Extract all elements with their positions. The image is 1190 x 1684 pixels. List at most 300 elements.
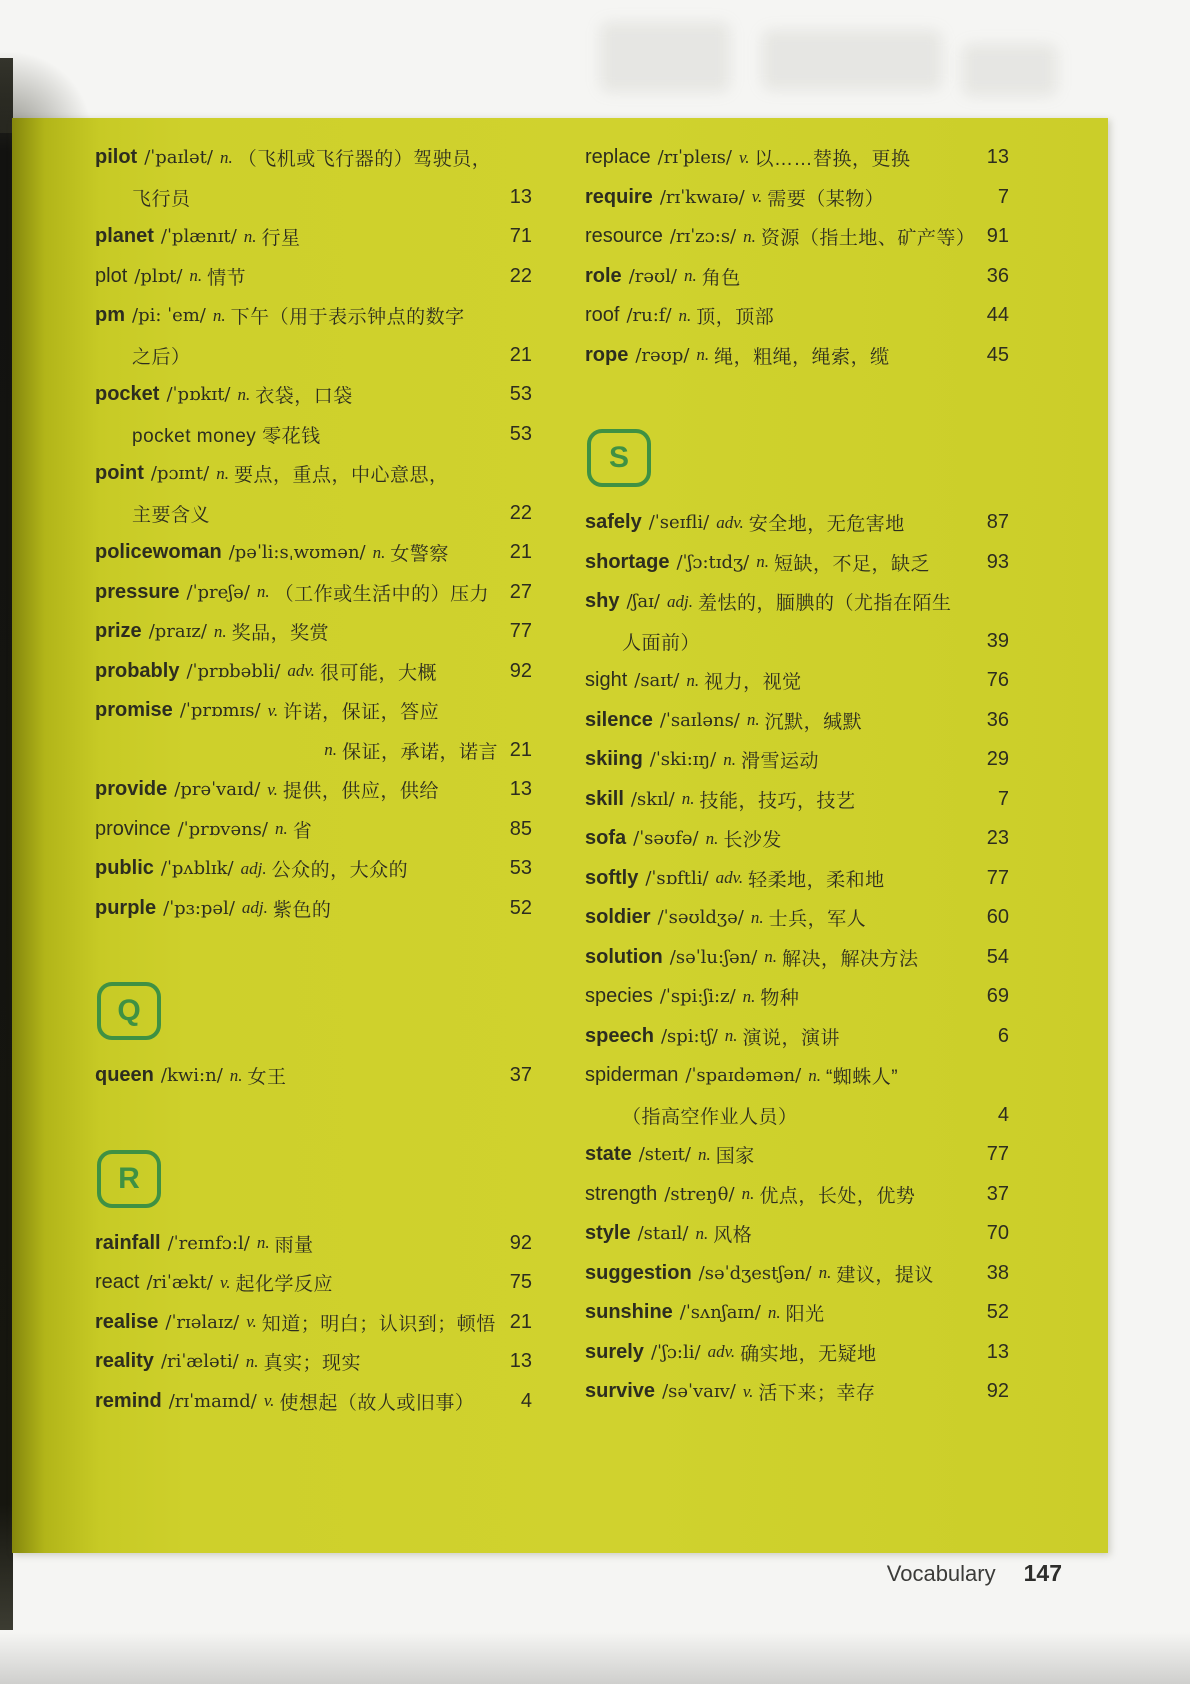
page-ref: 37 [509,1064,532,1087]
part-of-speech: n. [681,789,695,809]
entry-line [95,375,532,415]
phonetic: /ˈsɒftli/ [645,867,709,889]
page-ref: 52 [509,896,532,919]
headword: style [585,1222,631,1245]
entry-line [585,661,1009,701]
definition: 建议，提议 [836,1264,934,1286]
headword: shy [585,590,620,613]
phonetic: /riˈækt/ [146,1272,213,1294]
vocab-entry-reality [95,1342,532,1382]
part-of-speech: n. [324,740,337,760]
headword: point [95,462,144,485]
headword: suggestion [585,1261,692,1284]
definition: “蜘蛛人” [825,1067,899,1089]
vocab-entry-pm [95,296,532,375]
definition: 沉默，缄默 [764,711,863,733]
phonetic: /rəʊp/ [635,344,690,366]
definition-continued: 之后） [132,346,191,368]
section-badge-q [97,982,161,1040]
vocab-entry-solution [585,938,1009,978]
page-ref: 92 [509,1231,532,1254]
definition-continued: 保证，承诺，诺言 [341,741,498,763]
part-of-speech: n. [256,582,270,602]
page-ref: 45 [986,343,1009,366]
headword: react [95,1271,140,1294]
page-ref: 13 [509,778,532,801]
part-of-speech: n. [750,907,764,927]
vocab-entry-roof [585,296,1009,336]
page-ref: 4 [520,1389,532,1412]
phonetic: /saɪt/ [634,670,680,692]
headword: silence [585,708,653,731]
entry-line [95,691,532,731]
part-of-speech: v. [267,700,279,720]
definition: 要点，重点，中心意思， [233,465,449,487]
part-of-speech: adv. [716,512,744,532]
part-of-speech: n. [808,1065,821,1085]
entry-continuation-line [95,494,532,534]
entry-line [585,296,1009,336]
definition: 绳，粗绳，绳索，缆 [714,346,890,368]
part-of-speech: v. [738,147,750,167]
headword: rope [585,343,629,366]
phonetic: /ʃaɪ/ [626,591,660,613]
headword: soldier [585,906,651,929]
vocab-entry-remind [95,1382,532,1422]
part-of-speech: n. [678,305,692,325]
entry-line [95,1382,532,1422]
entry-line [95,217,532,257]
subentry-text: pocket money 零花钱 [132,425,321,447]
page-ref: 53 [509,857,532,880]
headword: sight [585,669,628,692]
part-of-speech: n. [216,463,229,483]
page-bleedthrough-mark [762,30,942,90]
vocab-entry-style [585,1214,1009,1254]
phonetic: /pi: ˈem/ [132,305,206,327]
vocab-entry-require [585,178,1009,218]
page-ref: 76 [986,669,1009,692]
page-ref: 21 [509,738,532,761]
definition: 紫色的 [272,899,332,921]
headword: replace [585,146,651,169]
definition: 演说，演讲 [742,1027,841,1049]
page-ref: 21 [509,343,532,366]
definition: 解决，解决方法 [782,948,919,970]
phonetic: /rɪˈpleɪs/ [657,147,732,169]
page-ref: 91 [986,225,1009,248]
entry-line [95,652,532,692]
definition: 顶，顶部 [696,307,775,329]
definition: 衣袋，口袋 [255,386,353,408]
part-of-speech: n. [189,266,203,286]
page-ref: 37 [986,1182,1009,1205]
headword: skiing [585,748,643,771]
headword: surely [585,1340,644,1363]
phonetic: /ˈpʌblɪk/ [160,858,234,880]
definition: 阳光 [785,1304,825,1326]
part-of-speech: v. [267,779,278,799]
page-ref: 77 [986,1143,1009,1166]
page-ref: 7 [997,787,1009,810]
headword: speech [585,1024,654,1047]
vocab-entry-soldier [585,898,1009,938]
phonetic: /ˈprɒmɪs/ [179,700,261,722]
part-of-speech: n. [695,1223,709,1243]
definition: 确实地，无疑地 [740,1343,877,1365]
left-column [95,138,532,1421]
vocab-entry-silence [585,701,1009,741]
entry-line [585,582,1009,622]
entry-line [95,889,532,929]
phonetic: /ˈspi:ʃi:z/ [659,986,736,1008]
headword: survive [585,1380,656,1403]
vocab-entry-state [585,1135,1009,1175]
page-ref: 13 [509,1350,532,1373]
page-ref: 69 [986,985,1009,1008]
vocab-entry-surely [585,1333,1009,1373]
part-of-speech: n. [219,147,233,167]
entry-line [95,1342,532,1382]
headword: queen [95,1064,154,1087]
phonetic: /ˈsʌnʃaɪn/ [679,1302,761,1324]
entry-line [585,701,1009,741]
phonetic: /ˈseɪfli/ [648,512,710,534]
vocab-entry-survive [585,1372,1009,1412]
definition: 知道；明白；认识到；顿悟 [261,1313,496,1335]
headword: solution [585,945,663,968]
entry-line [95,138,532,178]
page-ref: 27 [509,580,532,603]
vocab-entry-strength [585,1175,1009,1215]
vocab-entry-role [585,257,1009,297]
definition: 下午（用于表示钟点的数字 [230,307,465,329]
entry-line [95,1224,532,1264]
definition: （工作或生活中的）压力 [274,583,490,605]
definition: 长沙发 [723,830,782,852]
phonetic: /pɔɪnt/ [150,463,210,485]
definition-continued: 人面前） [622,632,701,654]
vocab-entry-safely [585,503,1009,543]
page-bleedthrough-mark [600,22,730,92]
part-of-speech: n. [256,1233,270,1253]
definition: 女警察 [390,544,449,566]
headword: resource [585,225,663,248]
part-of-speech: n. [724,1026,738,1046]
phonetic: /səˈlu:ʃən/ [669,946,758,968]
headword: safely [585,511,642,534]
page-ref: 60 [986,906,1009,929]
headword: sofa [585,827,627,850]
part-of-speech: v. [219,1272,231,1292]
headword: strength [585,1182,658,1205]
phonetic: /riˈæləti/ [160,1351,239,1373]
entry-line [585,1135,1009,1175]
phonetic: /steɪt/ [638,1144,691,1166]
headword: reality [95,1350,154,1373]
entry-line [585,1056,1009,1096]
entry-continuation-line [585,1096,1009,1136]
vocab-entry-shy [585,582,1009,661]
definition: 雨量 [274,1234,314,1256]
headword: shortage [585,550,670,573]
definition: 活下来；幸存 [758,1383,876,1405]
headword: purple [95,896,157,919]
vocab-subentry [95,415,532,455]
part-of-speech: n. [245,1351,259,1371]
phonetic: /ˈski:ɪŋ/ [649,749,717,771]
vocab-entry-sofa [585,819,1009,859]
part-of-speech: n. [372,542,386,562]
part-of-speech: n. [705,828,719,848]
definition: 安全地，无危害地 [748,514,905,536]
entry-line [95,296,532,336]
definition: 行星 [261,228,301,250]
vocab-entry-react [95,1263,532,1303]
vocab-entry-plot [95,257,532,297]
definition: 国家 [715,1146,755,1168]
part-of-speech: adv. [707,1342,736,1362]
vocab-entry-promise [95,691,532,770]
page-ref: 70 [986,1222,1009,1245]
section-letter: R [118,1161,140,1195]
phonetic: /ˈprɒbəbli/ [186,660,281,682]
vocab-entry-pilot [95,138,532,217]
page-ref: 13 [986,146,1009,169]
part-of-speech: n. [742,986,756,1006]
entry-line [585,819,1009,859]
headword: realise [95,1310,159,1333]
phonetic: /rɪˈmaɪnd/ [168,1390,257,1412]
definition: 很可能，大概 [319,662,437,684]
definition: 许诺，保证，答应 [283,702,440,724]
section-letter: Q [117,994,141,1027]
part-of-speech: n. [275,819,288,839]
entry-line [585,217,1009,257]
headword: role [585,264,622,287]
vocab-entry-shortage [585,543,1009,583]
part-of-speech: n. [237,384,251,404]
part-of-speech: n. [746,710,760,730]
part-of-speech: n. [212,305,226,325]
page-ref: 87 [986,511,1009,534]
part-of-speech: v. [263,1391,275,1411]
definition: 女王 [247,1067,287,1089]
headword: require [585,185,653,208]
vocab-entry-softly [585,859,1009,899]
entry-line [585,1372,1009,1412]
part-of-speech: v. [751,187,763,207]
entry-line [585,543,1009,583]
entry-line [585,1333,1009,1373]
part-of-speech: n. [697,1144,711,1164]
page-ref: 93 [986,550,1009,573]
definition: 资源（指土地、矿产等） [760,228,976,250]
part-of-speech: v. [742,1381,754,1401]
vocab-entry-queen [95,1056,532,1096]
phonetic: /ˈpreʃə/ [186,581,250,603]
vocab-entry-purple [95,889,532,929]
vocab-entry-suggestion [585,1254,1009,1294]
phonetic: /spi:tʃ/ [660,1025,718,1047]
headword: province [95,817,171,840]
page-ref: 85 [509,817,532,840]
headword: spiderman [585,1064,679,1087]
footer-page-number: 147 [1023,1560,1062,1586]
page-bleedthrough-mark [962,44,1057,96]
definition: 羞怯的，腼腆的（尤指在陌生 [697,593,952,615]
entry-line [585,898,1009,938]
entry-line [585,938,1009,978]
vocab-entry-realise [95,1303,532,1343]
entry-line [585,178,1009,218]
vocab-entry-species [585,977,1009,1017]
phonetic: /rəʊl/ [628,265,677,287]
definition: （飞机或飞行器的）驾驶员， [237,149,492,171]
page-ref: 13 [986,1340,1009,1363]
headword: prize [95,620,142,643]
vocab-entry-prize [95,612,532,652]
vocab-entry-skiing [585,740,1009,780]
entry-line [585,859,1009,899]
vocabulary-page [12,118,1108,1553]
headword: pressure [95,580,180,603]
part-of-speech: n. [243,226,257,246]
headword: softly [585,866,639,889]
part-of-speech: n. [818,1263,832,1283]
definition: 物种 [760,988,800,1010]
definition: 省 [292,820,313,842]
part-of-speech: adv. [287,661,315,681]
definition: 起化学反应 [235,1274,334,1296]
vocab-entry-sight [585,661,1009,701]
phonetic: /pəˈli:sˌwʊmən/ [228,542,366,564]
page-ref: 77 [986,866,1009,889]
entry-line [585,138,1009,178]
entry-line [585,1293,1009,1333]
definition-continued: 飞行员 [132,188,191,210]
definition: 优点，长处，优势 [759,1185,916,1207]
page-ref: 22 [509,501,532,524]
entry-line [585,1214,1009,1254]
definition: 轻柔地，柔和地 [748,869,885,891]
entry-line [585,977,1009,1017]
phonetic: /ˈprɒvəns/ [177,818,268,840]
headword: skill [585,787,624,810]
part-of-speech: n. [213,621,227,641]
page-ref: 21 [509,541,532,564]
definition: 真实；现实 [263,1353,361,1375]
phonetic: /ˈpɒkɪt/ [166,384,231,406]
entry-line [95,612,532,652]
entry-line [585,780,1009,820]
phonetic: /ˈpaɪlət/ [144,147,213,169]
vocab-entry-point [95,454,532,533]
definition: 风格 [713,1225,753,1247]
section-badge-r [97,1150,161,1208]
page-ref: 71 [509,225,532,248]
definition: 视力，视觉 [704,672,802,694]
entry-line [95,1056,532,1096]
definition-continued: 主要含义 [132,504,211,526]
vocab-entry-probably [95,652,532,692]
phonetic: /ˈreɪnfɔ:l/ [167,1232,250,1254]
entry-line [585,740,1009,780]
page-footer [887,1560,1062,1587]
definition: 技能，技巧，技艺 [699,790,856,812]
vocab-entry-public [95,849,532,889]
part-of-speech: n. [756,552,770,572]
headword: promise [95,699,173,722]
page-ref: 77 [509,620,532,643]
definition: 公众的，大众的 [271,860,409,882]
page-ref: 21 [509,1310,532,1333]
entry-line [95,849,532,889]
page-ref: 52 [986,1301,1009,1324]
vocab-entry-skill [585,780,1009,820]
vocab-entry-replace [585,138,1009,178]
part-of-speech: n. [723,749,736,769]
section-letter: S [608,441,629,474]
definition: 奖品，奖赏 [231,623,330,645]
definition: 情节 [207,267,247,289]
page-ref: 29 [986,748,1009,771]
part-of-speech: adj. [666,591,693,611]
definition: 提供，供应，供给 [282,781,439,803]
phonetic: /plɒt/ [134,265,183,287]
part-of-speech: n. [686,670,700,690]
entry-continuation-line [585,622,1009,662]
phonetic: /ˈrɪəlaɪz/ [165,1311,240,1333]
headword: pm [95,304,125,327]
headword: public [95,857,154,880]
definition: 需要（某物） [767,188,885,210]
page-ref: 92 [509,659,532,682]
page-ref: 53 [509,422,532,445]
phonetic: /ˈplænɪt/ [160,226,237,248]
right-column [585,138,1009,1412]
page-ref: 39 [986,629,1009,652]
part-of-speech: adj. [240,858,267,878]
page-ref: 23 [986,827,1009,850]
entry-line [95,810,532,850]
phonetic: /ˈʃɔ:li/ [650,1341,701,1363]
definition-continued: （指高空作业人员） [622,1106,798,1128]
phonetic: /ˈpɜ:pəl/ [163,897,235,919]
headword: pocket [95,383,160,406]
entry-continuation-line [95,336,532,376]
phonetic: /skɪl/ [630,788,675,810]
definition: 士兵，军人 [768,909,867,931]
part-of-speech: n. [743,226,756,246]
footer-section-label: Vocabulary [886,1561,996,1586]
phonetic: /ˈsəʊfə/ [633,828,699,850]
vocab-entry-pocket [95,375,532,415]
entry-line [585,1175,1009,1215]
entry-line [585,336,1009,376]
headword: sunshine [585,1301,673,1324]
entry-line [585,257,1009,297]
entry-line [95,573,532,613]
definition: 使想起（故人或旧事） [279,1392,475,1414]
phonetic: /rɪˈzɔ:s/ [669,226,737,248]
part-of-speech: n. [741,1184,755,1204]
phonetic: /ru:f/ [626,305,672,327]
page-ref: 38 [986,1261,1009,1284]
entry-line [585,1254,1009,1294]
page-ref: 4 [997,1103,1009,1126]
part-of-speech: n. [696,345,710,365]
